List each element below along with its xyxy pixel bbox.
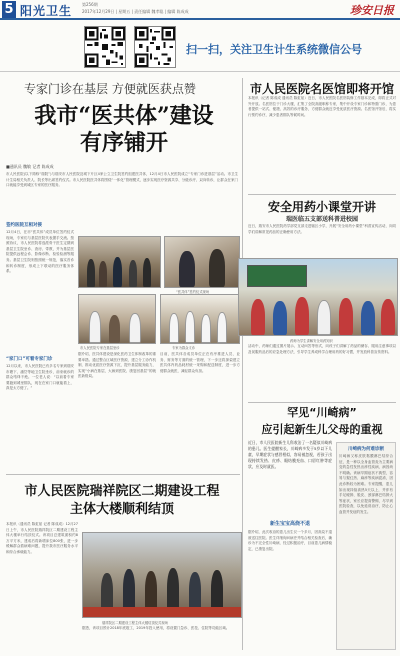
divider: [248, 402, 396, 403]
sidebar-title: 川崎病为何难诊断: [348, 447, 384, 452]
lower-column-f: 据悉，该项目预计2018年底竣工，2019年投入使用，将设置门急诊、医技、住院等功能区域。: [82, 626, 230, 630]
right-headline-2: 安全用药小课堂开讲: [267, 200, 376, 214]
consultation-photo: [160, 294, 240, 344]
dateline: 2017年12月29日 | 星期五 | 责任编辑 魏孝聪 | 编辑 陈成成: [82, 9, 189, 14]
page-header: [0, 0, 400, 20]
newspaper-masthead: 珍安日报: [350, 4, 394, 17]
construction-photo: [82, 532, 242, 618]
classroom-photo: [238, 258, 398, 336]
qr-banner: [0, 24, 400, 72]
right-body-5: 据介绍，此次收治的患儿出生仅一个多月，因高烧不退被送往医院。医生详细询问病史并结合相关检查后，确诊为不完全性川崎病，经过积极治疗，目前患儿病情稳定，已康复出院。: [248, 530, 332, 551]
wechat-slogan: 扫一扫，关注卫生计生系统微信公号: [186, 43, 362, 56]
photo-caption: 瑞祥院区二期建设工程主体大楼结顶仪式现场: [102, 621, 168, 625]
divider: [6, 474, 240, 475]
qr-code[interactable]: [84, 26, 126, 68]
right-subhead: 瑞医临五支部送科普进校园: [285, 216, 358, 223]
lower-headline-line1: 市人民医院瑞祥院区二期建设工程: [24, 484, 220, 499]
lead-headline-line2: 有序铺开: [79, 130, 168, 156]
lead-byline: ■通讯员 魏敏 记者 陈成成: [6, 164, 54, 169]
lead-intro-text: 市人民医院(以下简称“瑞院”)与瑞安市人民医院及城下片区4家公立卫生院签约组建医共体，12月4日市人民医院成立“专家门诊进基层”活动。市卫生计生局相关负责人、院长等出席签约仪式。市人民医院医共体将围绕“一体化”管理模式，逐步实现医疗资源共享、分级诊疗、双向转诊，让群众在家门口就能享受到城区专家的医疗服务。: [6, 172, 238, 188]
story-kicker: 专家门诊在基层 方便就医获点赞: [24, 82, 196, 96]
right-body-3: 活动中，药师们通过图片展示、互动问答等形式，向孩子们讲解了药品的储存、服用注意事项以及误服药品后的应急处理方法，引导学生养成科学合理用药的好习惯，并发放科普宣传资料。: [248, 344, 396, 354]
photo-caption: “医共体”签约仪式现场: [176, 290, 210, 294]
page-number: 5: [2, 1, 16, 18]
section-title: 阳光卫生: [20, 4, 73, 18]
photo-caption: 市人民医院专家在基层坐诊: [80, 346, 120, 350]
divider: [248, 194, 396, 195]
lead-column-a: 12月4日，在市“医共体”成员单位签约仪式现场，专家们与基层医院代表握手交流。按照协议，市人民医院将选派骨干医生定期到基层卫生院坐诊、查房、带教，并为基层医院提供远程会诊、影像诊断、检验检测等服务。基层卫生院则按照统一规范，落实首诊和转诊制度，形成上下联动的医疗服务体系。: [6, 230, 74, 274]
right-body-2: 近日，瑞安市人民医院药学部党支部走进辖区小学，开展“安全用药小课堂”科普宣传活动，向同学们讲解常见药品的正确使用方法。: [248, 224, 396, 234]
issue-number: 第256期: [82, 2, 98, 7]
lead-subhead-2: “家门口”可看专家门诊: [6, 357, 53, 362]
lead-column-d: 目前，医共体各成员单位正在有序推进人员、业务、财务等方面的统一管理，下一步还将探索建立医共体内药品耗材统一采购和配送制度，进一步方便群众就医，减轻群众负担。: [160, 352, 240, 373]
lead-subhead-1: 签约医院互相对接: [6, 223, 42, 228]
qr-code[interactable]: [134, 26, 176, 68]
lower-column-e: 本报讯（通讯员 陈虹茹 记者 陈成成）12月27日上午，市人民医院瑞祥院区二期建设工程主体大楼举行结顶仪式。该项目总建筑面积约8万平方米，建成后将新增床位800张，进一步缓解群众看病难问题，提升我市医疗服务水平和综合承载能力。: [6, 522, 78, 554]
lower-headline-line2: 主体大楼顺利结顶: [69, 502, 174, 517]
column-divider: [242, 78, 243, 650]
photo-caption: 药师为学生讲解安全用药知识: [290, 339, 333, 343]
sidebar-body: 川崎病又称皮肤黏膜淋巴结综合征，是一种以全身血管炎为主要病变的急性发热出疹性疾病，病因尚不明确。该病早期症状不典型，容易与猩红热、麻疹等疾病混淆，因此诊断较为困难。专家提醒，患儿如出现持续高热5天以上，并伴有手足硬肿、脱皮、颈部淋巴结肿大等症状，家长应提高警惕，尽早到医院检查，以免延误治疗，防止心血管并发症的发生。: [339, 454, 393, 514]
lead-headline-line1: 我市“医共体”建设: [34, 103, 214, 129]
lead-column-c: 据介绍，医共体建设是深化医药卫生体制改革的重要举措。通过整合区域医疗资源，建立分工协作机制，推动优质医疗资源下沉，提升基层服务能力，实现“小病在基层、大病到医院、康复回基层”的就医新格局。: [78, 352, 156, 379]
photo-caption: 专家为群众义诊: [172, 346, 196, 350]
right-headline-3: 罕见“川崎病”: [287, 406, 357, 419]
signing-ceremony-photo: [78, 236, 161, 288]
lead-column-b: 12月以来，市人民医院已有多名专家到瑞安市塘下、潘岱等地卫生院坐诊，前来就诊的群众络绎不绝。一位老人说：“以前看专家要跑到城里排队，现在在家门口就能看上，真是太方便了。”: [6, 364, 74, 391]
right-headline-4: 应引起新生儿父母的重视: [261, 423, 383, 436]
right-body-4: 近日，市人民医院新生儿科收治了一名疑似川崎病的患儿。医生提醒家长，川崎病多发于5岁以下儿童，早期症状与感冒相似，容易被忽视，若孩子出现持续发热、皮疹、眼结膜充血、口唇红肿等症状，应及时就医。: [248, 440, 332, 469]
handshake-photo: [164, 236, 240, 288]
right-body-1: 本报讯（记者 陈成成 通讯员 陈虹茹）近日，市人民医院名医馆装修工作基本完成，即将正式对外开放。名医馆位于门诊大楼，汇集了全院高级职称专家，集中开设专家门诊和特需门诊，为患者提供一站式、便捷、高效的诊疗服务，方便群众就近享受优质医疗资源。名医馆开馆后，将实行预约诊疗，减少患者排队等候时间。: [248, 96, 396, 117]
clinic-photo: [78, 294, 156, 344]
right-headline-1: 市人民医院名医馆即将开馆: [249, 82, 394, 96]
right-subhead-3: 新生宝宝高烧不退: [269, 521, 310, 527]
